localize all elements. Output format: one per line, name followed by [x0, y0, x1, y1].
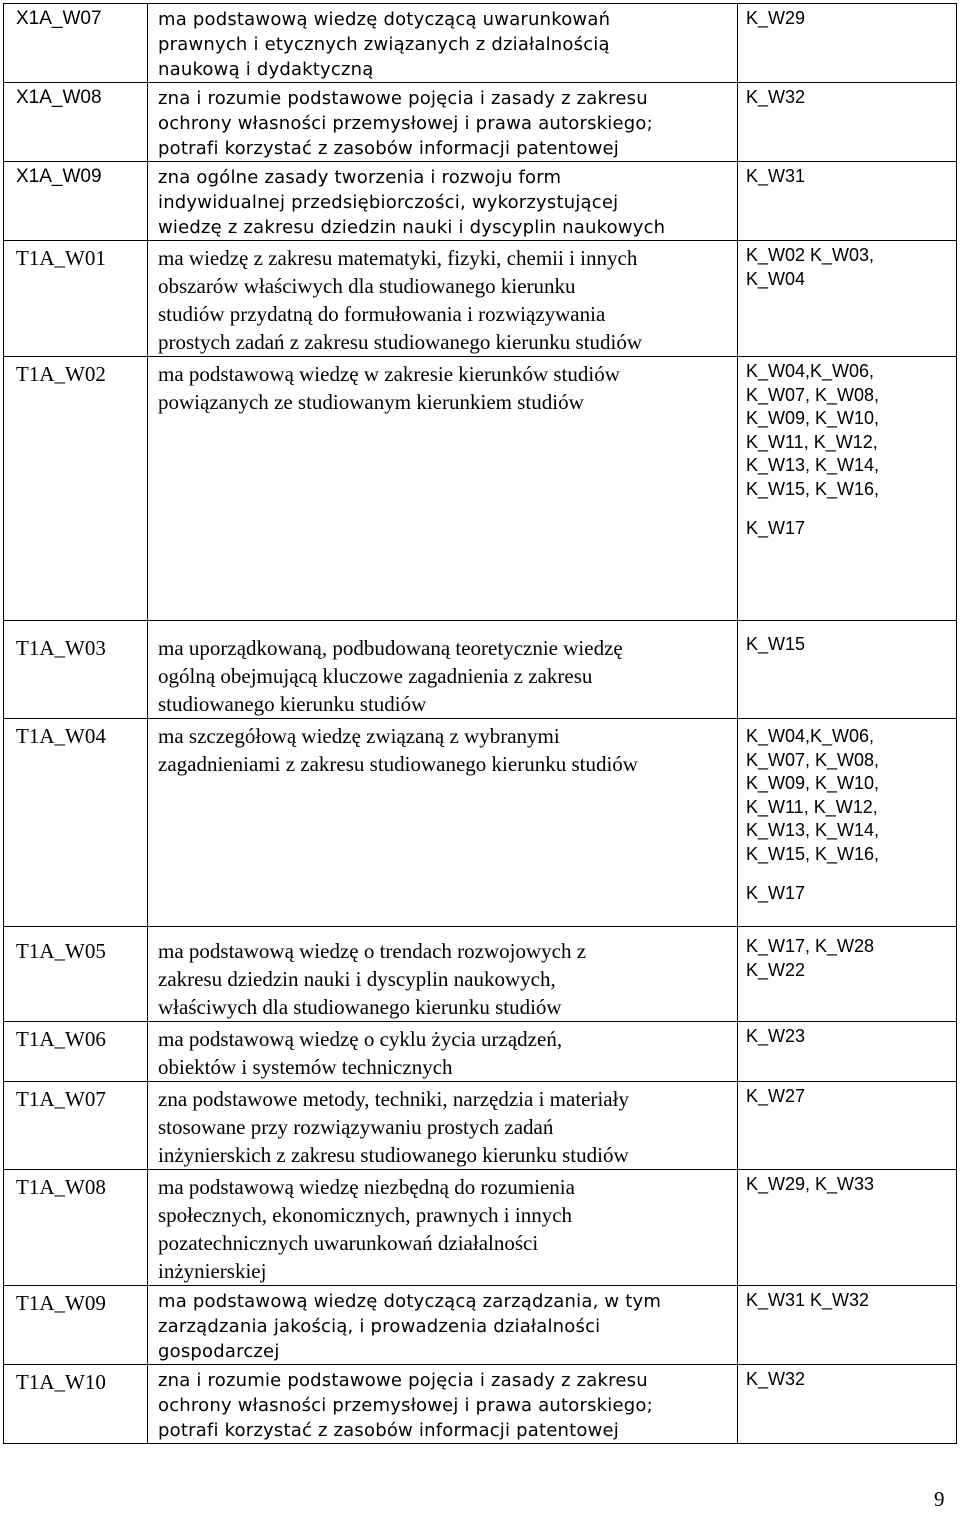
effects-cell: K_W27	[738, 1082, 957, 1170]
effects-cell: K_W04,K_W06, K_W07, K_W08, K_W09, K_W10, K_W11, K_W12, K_W13, K_W14, K_W15, K_W16, K_W17	[738, 719, 957, 927]
code-cell: T1A_W06	[4, 1022, 148, 1082]
description-cell: ma podstawową wiedzę dotyczącą zarządzania, w tym zarządzania jakością, i prowadzenia działalności gospodarczej	[148, 1286, 738, 1365]
table-row	[4, 1022, 957, 1082]
effects-cell: K_W29	[738, 4, 957, 83]
table-row	[4, 83, 957, 162]
code-cell: T1A_W10	[4, 1365, 148, 1444]
table-row	[4, 719, 957, 927]
code-cell: T1A_W09	[4, 1286, 148, 1365]
effects-cell: K_W29, K_W33	[738, 1170, 957, 1286]
effects-cell: K_W23	[738, 1022, 957, 1082]
description-cell: ma podstawową wiedzę dotyczącą uwarunkowań prawnych i etycznych związanych z działalnością naukową i dydaktyczną	[148, 4, 738, 83]
description-cell: ma uporządkowaną, podbudowaną teoretycznie wiedzę ogólną obejmującą kluczowe zagadnienia z zakresu studiowanego kierunku studiów	[148, 621, 738, 719]
effects-cell: K_W31 K_W32	[738, 1286, 957, 1365]
table-row	[4, 357, 957, 621]
effects-cell: K_W04,K_W06, K_W07, K_W08, K_W09, K_W10, K_W11, K_W12, K_W13, K_W14, K_W15, K_W16, K_W17	[738, 357, 957, 621]
code-cell: T1A_W02	[4, 357, 148, 621]
description-cell: zna i rozumie podstawowe pojęcia i zasady z zakresu ochrony własności przemysłowej i prawa autorskiego; potrafi korzystać z zasobów informacji patentowej	[148, 83, 738, 162]
effects-cell: K_W31	[738, 162, 957, 241]
table-row	[4, 1365, 957, 1444]
table-row	[4, 927, 957, 1022]
table-row	[4, 1170, 957, 1286]
description-cell: zna i rozumie podstawowe pojęcia i zasady z zakresu ochrony własności przemysłowej i prawa autorskiego; potrafi korzystać z zasobów informacji patentowej	[148, 1365, 738, 1444]
description-cell: zna ogólne zasady tworzenia i rozwoju form indywidualnej przedsiębiorczości, wykorzystującej wiedzę z zakresu dziedzin nauki i dyscyplin naukowych	[148, 162, 738, 241]
table-row	[4, 162, 957, 241]
table-row	[4, 241, 957, 357]
code-cell: X1A_W07	[4, 4, 148, 83]
table-row	[4, 4, 957, 83]
code-cell: X1A_W08	[4, 83, 148, 162]
code-cell: T1A_W03	[4, 621, 148, 719]
table-row	[4, 1286, 957, 1365]
effects-cell: K_W17, K_W28 K_W22	[738, 927, 957, 1022]
description-cell: ma podstawową wiedzę w zakresie kierunków studiów powiązanych ze studiowanym kierunkiem studiów	[148, 357, 738, 621]
code-cell: T1A_W08	[4, 1170, 148, 1286]
code-cell: T1A_W05	[4, 927, 148, 1022]
learning-outcomes-table	[3, 3, 957, 1444]
page-number: 9	[934, 1487, 945, 1511]
code-cell: X1A_W09	[4, 162, 148, 241]
table-row	[4, 1082, 957, 1170]
table-row	[4, 621, 957, 719]
description-cell: ma podstawową wiedzę o cyklu życia urządzeń, obiektów i systemów technicznych	[148, 1022, 738, 1082]
description-cell: ma podstawową wiedzę o trendach rozwojowych z zakresu dziedzin nauki i dyscyplin naukowych, właściwych dla studiowanego kierunku studiów	[148, 927, 738, 1022]
code-cell: T1A_W04	[4, 719, 148, 927]
effects-cell: K_W32	[738, 1365, 957, 1444]
description-cell: ma wiedzę z zakresu matematyki, fizyki, chemii i innych obszarów właściwych dla studiowanego kierunku studiów przydatną do formułowania i rozwiązywania prostych zadań z zakresu studiowanego kierunku studiów	[148, 241, 738, 357]
effects-cell: K_W02 K_W03, K_W04	[738, 241, 957, 357]
code-cell: T1A_W01	[4, 241, 148, 357]
effects-cell: K_W32	[738, 83, 957, 162]
code-cell: T1A_W07	[4, 1082, 148, 1170]
description-cell: ma podstawową wiedzę niezbędną do rozumienia społecznych, ekonomicznych, prawnych i innych pozatechnicznych uwarunkowań działalności inżynierskiej	[148, 1170, 738, 1286]
description-cell: ma szczegółową wiedzę związaną z wybranymi zagadnieniami z zakresu studiowanego kierunku studiów	[148, 719, 738, 927]
description-cell: zna podstawowe metody, techniki, narzędzia i materiały stosowane przy rozwiązywaniu prostych zadań inżynierskich z zakresu studiowanego kierunku studiów	[148, 1082, 738, 1170]
effects-cell: K_W15	[738, 621, 957, 719]
